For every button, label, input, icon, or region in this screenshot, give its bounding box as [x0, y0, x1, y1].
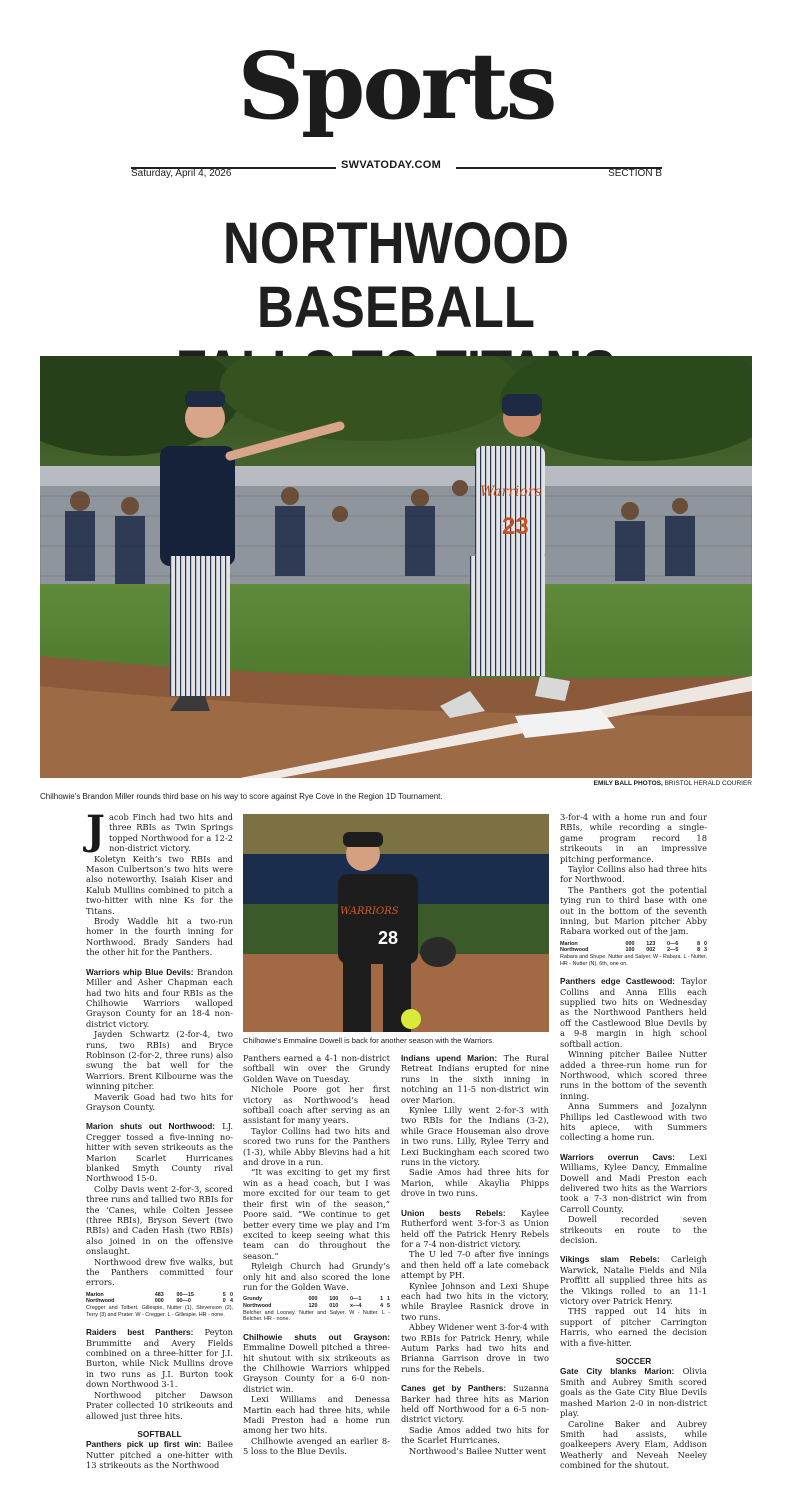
brief-heading: Panthers edge Castlewood: — [560, 976, 676, 987]
brief-heading: Warriors whip Blue Devils: — [86, 966, 194, 977]
photo-credit-bold: EMILY BALL PHOTOS, — [593, 780, 663, 787]
paragraph: Koletyn Keith’s two RBIs and Mason Culbertson’s two hits were also noteworthy. Isaiah Kiser and Kalub Mullins combined to pitch a two-hitter with nine Ks for the Titans. — [86, 853, 233, 916]
paragraph: Maverik Goad had two hits for Grayson County. — [86, 1091, 233, 1112]
brief-text: Peyton Brummitte and Avery Fields combined on a three-hitter for J.I. Burton, while Nick Mullins drove in two runs as J.I. Burton took down Northwood 3-1. — [86, 1327, 233, 1390]
main-photo — [40, 356, 752, 778]
box-score-row — [560, 947, 707, 954]
brief-heading: Gate City blanks Marion: — [560, 1366, 675, 1377]
box-innings: 00—15 — [176, 1291, 194, 1298]
paragraph: Taylor Collins also had three hits for Northwood. — [560, 864, 707, 885]
dateline — [131, 160, 662, 180]
brief-indians-marion — [401, 1053, 549, 1105]
paragraph: Caroline Baker and Aubrey Smith had assists, while goalkeepers Avery Elam, Addison Weatherly and Neveah Neeley combined for the shutout. — [560, 1418, 707, 1471]
box-innings: 120 — [308, 1302, 318, 1309]
box-team: Northwood — [243, 1302, 272, 1309]
section-label: SECTION B — [608, 168, 662, 179]
brief-chilhowie-grayson — [243, 1332, 390, 1394]
brief-text: Lexi Williams, Kylee Dancy, Emmaline Dowell and Madi Preston each delivered two hits as the Warriors took a 7-3 non-district win from Carroll County. — [560, 1151, 707, 1214]
paragraph: Dowell recorded seven strikeouts en route to the decision. — [560, 1214, 707, 1245]
site-link[interactable]: SWVATODAY.COM — [341, 159, 442, 171]
box-score-row — [243, 1296, 390, 1303]
paragraph: Sadie Amos added two hits for the Scarlet Hurricanes. — [401, 1424, 549, 1446]
main-photo-caption: Chilhowie’s Brandon Miller rounds third base on his way to score against Rye Cove in the Region 1D Tournament. — [40, 792, 443, 801]
box-innings: x—4 — [349, 1302, 362, 1309]
softball-photo — [243, 814, 549, 1032]
paragraph: Colby Davis went 2-for-3, scored three runs and tallied two RBIs for the ‘Canes, while Colten Jessee (three RBIs), Bryson Severt (two RBIs) and Caden Hash (two RBIs) also joined in on the offensive onslaught. — [86, 1183, 233, 1257]
brief-panthers-first-win — [86, 1439, 233, 1470]
headline-line-1: NORTHWOOD BASEBALL — [223, 211, 569, 340]
box-score — [86, 1292, 233, 1318]
brief-vikings-rebels — [560, 1254, 707, 1306]
brief-heading: Vikings slam Rebels: — [560, 1254, 660, 1265]
brief-text: Brandon Miller and Asher Chapman each had two hits and four RBIs as the Chilhowie Warriors walloped Grayson County for an 18-4 non-district victory. — [86, 966, 234, 1029]
brief-heading: Indians upend Marion: — [401, 1053, 498, 1063]
paragraph: Abbey Widener went 3-for-4 with two RBIs for Patrick Henry, while Autum Parks had two hits and Brianna Garrison drove in two runs for the Rebels. — [401, 1322, 549, 1374]
paragraph: Chilhowie avenged an earlier 8-5 loss to the Blue Devils. — [243, 1435, 390, 1457]
box-innings: 000 — [308, 1296, 318, 1303]
box-innings: 123 — [646, 940, 656, 947]
box-innings: 0—6 — [666, 940, 679, 947]
masthead-title: Sports — [237, 32, 555, 140]
box-hits: 8 — [697, 940, 701, 947]
paragraph: Taylor Collins had two hits and scored two runs for the Panthers (1-3), while Abby Blevins had a hit and drove in a run. — [243, 1125, 390, 1168]
box-hits: 0 — [222, 1298, 226, 1305]
brief-text: The Rural Retreat Indians erupted for nine runs in the sixth inning in notching an 11-5 non-district win over Marion. — [401, 1053, 549, 1105]
box-errors: 1 — [387, 1296, 390, 1303]
softball-photo-illustration — [243, 814, 549, 1032]
brief-raiders-panthers — [86, 1327, 233, 1389]
box-hits: 5 — [222, 1291, 226, 1298]
section-subhead-softball: SOFTBALL — [137, 1428, 182, 1439]
brief-heading: Union bests Rebels: — [401, 1207, 506, 1218]
paragraph: “It was exciting to get my first win as a head coach, but I was more excited for our team to get their first win of the season,” Poore said. “We continue to get better every time we play and I’m excited to keep seeing what this team can do throughout the season.” — [243, 1167, 390, 1261]
box-errors: 5 — [387, 1302, 390, 1309]
article-column-1 — [86, 807, 234, 1471]
box-errors: 0 — [230, 1291, 233, 1298]
box-innings: 000 — [625, 940, 635, 947]
box-team: Northwood — [560, 947, 589, 954]
paragraph: Ryleigh Church had Grundy’s only hit and also scored the lone run for the Golden Wave. — [243, 1261, 390, 1292]
lead-paragraph — [86, 807, 233, 854]
box-team: Marion — [560, 940, 578, 947]
box-score-row — [86, 1298, 233, 1305]
brief-heading: Warriors overrun Cavs: — [560, 1151, 676, 1162]
brief-heading: Raiders best Panthers: — [86, 1327, 194, 1338]
brief-text: LJ. Cregger tossed a five-inning no-hitter with seven strikeouts as the Marion Scarlet Hurricanes blanked Smyth County rival Northwood 15-0. — [86, 1121, 233, 1184]
box-innings: 00—0 — [176, 1298, 191, 1305]
box-innings: 2—5 — [666, 947, 679, 954]
drop-cap: J — [86, 807, 105, 854]
box-innings: 002 — [646, 947, 656, 954]
brief-heading: Canes get by Panthers: — [401, 1383, 507, 1394]
jersey-number: 28 — [378, 928, 399, 948]
paragraph: The Panthers got the potential tying run to third base with one out in the bottom of the seventh inning, but Marion pitcher Abby Rabara worked out of the jam. — [560, 884, 707, 937]
paragraph: Panthers earned a 4-1 non-district softball win over the Grundy Golden Wave on Tuesday. — [243, 1053, 390, 1084]
brief-text: Carleigh Warwick, Natalie Fields and Nila Proffitt all supplied three hits as the Vikings rolled to an 11-1 victory over Patrick Henry. — [560, 1254, 707, 1307]
box-errors: 4 — [230, 1298, 233, 1305]
box-innings: 000 — [154, 1298, 164, 1305]
paragraph: 3-for-4 with a home run and four RBIs, while recording a single-game program record 18 strikeouts in an impressive pitching performance. — [560, 812, 707, 864]
jersey-script: WARRIORS — [340, 906, 399, 917]
paragraph: Northwood drew five walks, but the Panthers committed four errors. — [86, 1256, 233, 1288]
brief-heading: Chilhowie shuts out Grayson: — [243, 1331, 390, 1342]
paragraph: Kynlee Lilly went 2-for-3 with two RBIs for the Indians (3-2), while Grace Houseman also drove in two runs. Lilly, Rylee Terry and Lexi Buckingham each scored two runs in the victory. — [401, 1105, 549, 1168]
softball-photo-caption: Chilhowie’s Emmaline Dowell is back for another season with the Warriors. — [243, 1036, 495, 1045]
brief-canes-panthers — [401, 1383, 549, 1425]
box-innings: 100 — [625, 947, 635, 954]
paragraph: THS rapped out 14 hits in support of pitcher Carrington Harris, who earned the decision with a five-hitter. — [560, 1306, 707, 1348]
box-hits: 4 — [380, 1302, 384, 1309]
article-column-2 — [243, 1053, 390, 1457]
brief-text: Kaylee Rutherford went 3-for-3 as Union held off the Patrick Henry Rebels for a 7-4 non-district victory. — [401, 1207, 549, 1249]
box-errors: 3 — [704, 947, 707, 954]
box-innings: 0—1 — [349, 1296, 362, 1303]
brief-gate-city-marion — [560, 1366, 707, 1418]
box-hits: 8 — [697, 947, 701, 954]
baseball-photo-illustration — [40, 356, 752, 778]
paragraph: Jayden Schwartz (2-for-4, two runs, two RBIs) and Bryce Robinson (2-for-2, three runs) also swung the bat well for the Warriors. Brent Kilbourne was the winning pitcher. — [86, 1029, 233, 1092]
paragraph: Anna Summers and Jozalynn Phillips led Castlewood with two hits apiece, with Summers collecting a home run. — [560, 1101, 707, 1143]
box-note: Cregger and Tolbert. Gillespie, Nutter (1), Stevenson (2), Terry (3) and Prater. W - Cregger. L - Gillespie. HR - none. — [86, 1305, 233, 1318]
brief-heading: Marion shuts out Northwood: — [86, 1121, 216, 1132]
box-innings: 483 — [154, 1291, 164, 1298]
brief-union-rebels — [401, 1208, 549, 1250]
box-score-row — [243, 1303, 390, 1310]
brief-text: Bailee Nutter pitched a one-hitter with 13 strikeouts as the Northwood — [86, 1439, 233, 1471]
brief-text: Taylor Collins and Anna Ellis each supplied two hits on Wednesday as the Northwood Panthers held off the Castlewood Blue Devils by a 9-8 margin in high school softball action. — [560, 976, 707, 1049]
brief-text: Emmaline Dowell pitched a three-hit shutout with six strikeouts as the Chilhowie Warriors whipped Grayson County for a 6-0 non-district win. — [243, 1342, 390, 1394]
box-innings: 010 — [329, 1302, 339, 1309]
jersey-script: Warriors — [480, 484, 542, 500]
box-score-row — [560, 941, 707, 948]
brief-warriors-cavs — [560, 1152, 707, 1214]
jersey-number: 23 — [502, 513, 529, 540]
box-score — [243, 1296, 390, 1322]
paragraph: Winning pitcher Bailee Nutter added a three-run home run for Northwood, which scored three runs in the bottom of the seventh inning. — [560, 1049, 707, 1101]
paragraph: Northwood pitcher Dawson Prater collected 10 strikeouts and allowed just three hits. — [86, 1389, 233, 1421]
box-team: Marion — [86, 1291, 104, 1298]
brief-marion-northwood — [86, 1121, 233, 1183]
box-note: Rabara and Shupe. Nutter and Salyer. W - Rabara. L - Nutter. HR - Nutter (N), 6th, one on. — [560, 954, 707, 967]
paragraph: Sadie Amos had three hits for Marion, while Akaylia Phipps drove in two runs. — [401, 1167, 549, 1199]
box-team: Northwood — [86, 1298, 115, 1305]
box-score — [560, 941, 707, 967]
box-innings: 100 — [329, 1296, 339, 1303]
brief-heading: Panthers pick up first win: — [86, 1439, 202, 1450]
paragraph: Lexi Williams and Denessa Martin each had three hits, while Madi Preston had a home run among her two hits. — [243, 1394, 390, 1436]
lead-text: acob Finch had two hits and three RBIs as Twin Springs topped Northwood for a 12-2 non-district victory. — [108, 812, 233, 854]
paragraph: Kynlee Johnson and Lexi Shupe each had two hits in the victory, while Braylee Rasnick drove in two runs. — [401, 1280, 549, 1322]
box-errors: 0 — [704, 940, 707, 947]
brief-warriors-blue-devils — [86, 967, 233, 1029]
paragraph: The U led 7-0 after five innings and then held off a late comeback attempt by PH. — [401, 1249, 549, 1281]
photo-credit-source: BRISTOL HERALD COURIER — [662, 780, 752, 787]
issue-date: Saturday, April 4, 2026 — [131, 168, 232, 179]
paragraph: Brody Waddle hit a two-run homer in the fourth inning for Northwood. Brady Sanders had the other hit for the Panthers. — [86, 916, 233, 958]
box-score-row — [86, 1292, 233, 1299]
box-note: Belcher and Looney. Nutter and Salyer. W - Nutter. L - Belcher. HR - none. — [243, 1309, 390, 1323]
box-team: Grundy — [243, 1296, 263, 1303]
section-subhead-soccer: SOCCER — [615, 1356, 652, 1367]
brief-text: Olivia Smith and Aubrey Smith scored goals as the Gate City Blue Devils mashed Marion 2-0 in non-district play. — [560, 1366, 707, 1419]
box-hits: 1 — [380, 1296, 384, 1303]
brief-text: Suzanna Barker had three hits as Marion held off Northwood for a 6-5 non-district victory. — [401, 1383, 549, 1425]
brief-panthers-castlewood — [560, 976, 707, 1049]
photo-credit — [594, 780, 752, 787]
article-column-3 — [401, 1053, 549, 1456]
article-column-4 — [560, 812, 707, 1471]
paragraph: Nichole Poore got her first victory as Northwood’s head softball coach after serving as an assistant for many years. — [243, 1084, 390, 1126]
paragraph: Northwood’s Bailee Nutter went — [409, 1445, 547, 1456]
